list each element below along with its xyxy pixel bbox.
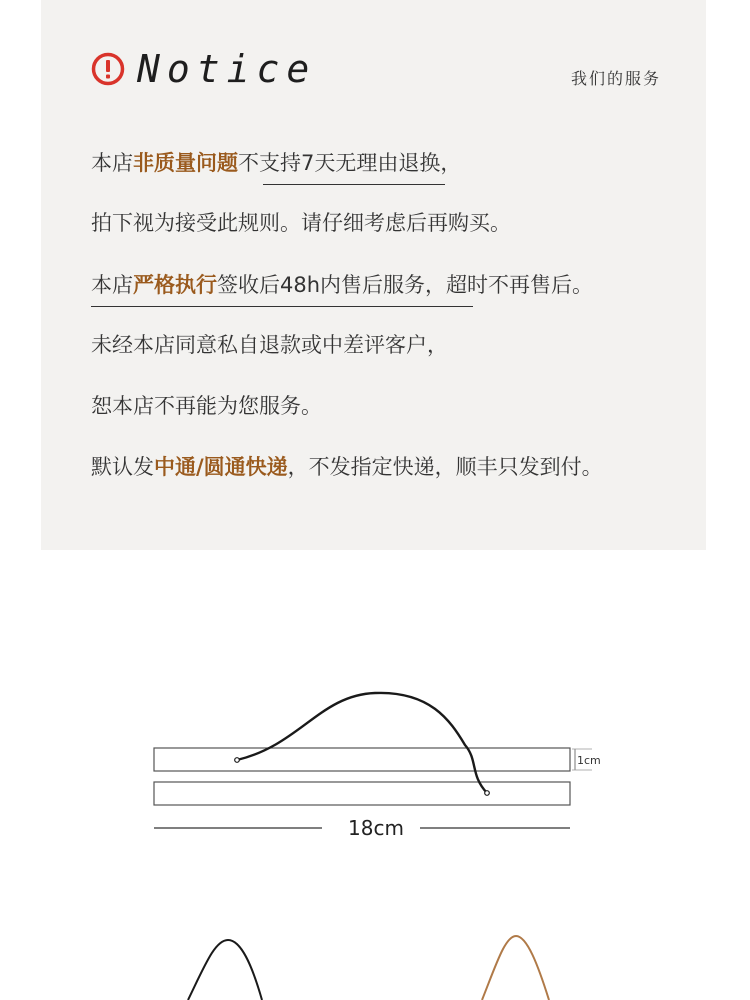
width-label: 18cm (348, 816, 404, 840)
rule-line-3: 本店严格执行签收后48h内售后服务，超时不再售后。 (91, 273, 594, 297)
height-label: 1cm (577, 754, 601, 767)
notice-header (91, 46, 316, 92)
strap-top (154, 748, 570, 771)
exclamation-circle-icon (91, 52, 125, 86)
rule-line-6: 默认发中通/圆通快递，不发指定快递，顺丰只发到付。 (91, 455, 603, 479)
gold-strap-loop (482, 936, 549, 1000)
rule-underline-1 (263, 184, 445, 185)
rule-underline-3 (91, 306, 473, 307)
black-strap-loop (188, 940, 262, 1000)
services-label: 我们的服务 (570, 69, 661, 88)
cord-end-left (235, 758, 240, 763)
cord (237, 693, 487, 793)
strap-bottom (154, 782, 570, 805)
cord-end-right (485, 791, 490, 796)
rule-line-4: 未经本店同意私自退款或中差评客户， (91, 333, 448, 357)
rule-line-2: 拍下视为接受此规则。请仔细考虑后再购买。 (91, 211, 511, 235)
size-diagram (0, 560, 750, 1000)
rule-line-1: 本店非质量问题不支持7天无理由退换， (91, 151, 462, 175)
notice-card (41, 0, 706, 550)
notice-title: Notice (137, 47, 317, 91)
rule-line-5: 恕本店不再能为您服务。 (91, 394, 322, 418)
